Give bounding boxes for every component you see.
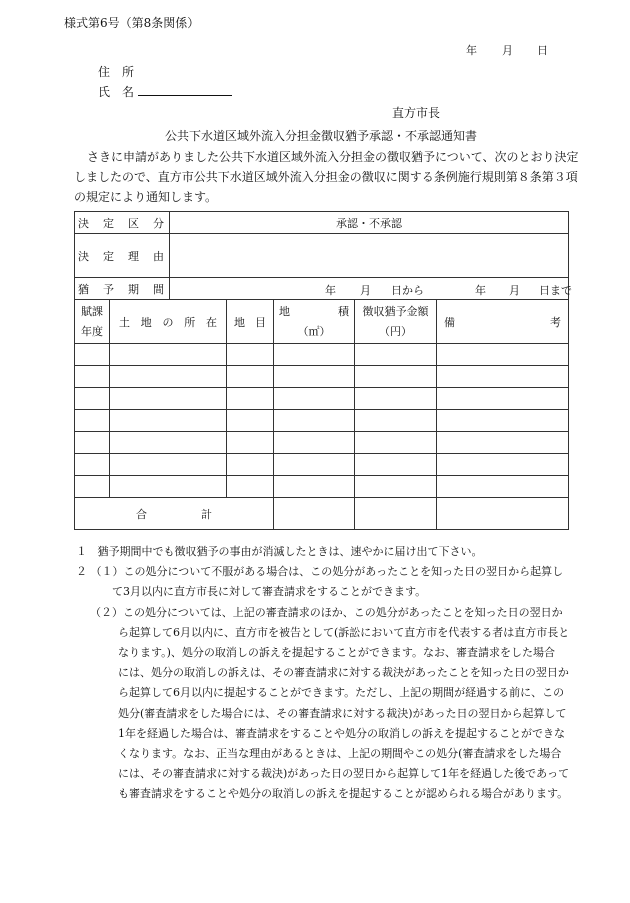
total-area bbox=[274, 498, 355, 530]
table-row bbox=[75, 432, 569, 454]
col-area-label: 地 積 bbox=[279, 304, 349, 318]
note-2-1-line-a: この処分について不服がある場合は、この処分があったことを知った日の翌日から起算し bbox=[123, 565, 564, 579]
col-location-label: 土 地 の 所 在 bbox=[119, 315, 217, 329]
table-row bbox=[75, 410, 569, 432]
column-header-row bbox=[75, 300, 569, 344]
col-amount bbox=[355, 300, 437, 344]
reason-label-cell bbox=[75, 234, 170, 278]
total-remarks bbox=[437, 498, 569, 530]
note-1 bbox=[76, 542, 570, 562]
col-location bbox=[110, 300, 227, 344]
col-amount-label: 徴収猶予金額 bbox=[362, 304, 429, 318]
date-day-label: 日 bbox=[537, 44, 548, 57]
table-row bbox=[75, 454, 569, 476]
note-2-2-line-4: ら起算して6月以内に提起することができます。ただし、上記の期間が経過する前に、この bbox=[118, 686, 565, 700]
intro-line-3: の規定により通知します。 bbox=[74, 190, 218, 204]
decision-value: 承認・不承認 bbox=[170, 212, 569, 234]
col-fiscal-year bbox=[75, 300, 110, 344]
date-year-label: 年 bbox=[466, 44, 477, 57]
col-amount-unit: （円） bbox=[379, 324, 412, 338]
name-label-text: 氏 名 bbox=[98, 85, 135, 99]
note-2-2 bbox=[76, 603, 570, 623]
period-to-month: 月 bbox=[509, 283, 520, 297]
note-2-2-line-7: くなります。なお、正当な理由があるときは、上記の期間やこの処分(審査請求をした場合 bbox=[118, 747, 562, 761]
note-1-number: １ bbox=[76, 545, 87, 558]
total-label-cell bbox=[75, 498, 274, 530]
col-category bbox=[227, 300, 274, 344]
col-area bbox=[274, 300, 355, 344]
col-fiscal-year-1: 賦課 bbox=[81, 304, 103, 318]
note-2-2-line-2: なります。)、処分の取消しの訴えを提起することができます。なお、審査請求をした場合 bbox=[118, 646, 556, 660]
table-row bbox=[75, 344, 569, 366]
note-2-number: ２ bbox=[76, 565, 87, 579]
note-2-2-line-5: 処分(審査請求をした場合には、その審査請求に対する裁決)があった日の翌日から起算して bbox=[118, 706, 567, 720]
name-underline bbox=[138, 83, 232, 96]
date-month-label: 月 bbox=[502, 44, 513, 57]
name-label bbox=[98, 83, 232, 100]
reason-row bbox=[75, 234, 569, 278]
assessment-table bbox=[74, 211, 572, 530]
note-2-2-line-0: この処分については、上記の審査請求のほか、この処分があったことを知った日の翌日か bbox=[123, 605, 563, 619]
note-2-2-number: （２） bbox=[90, 605, 123, 619]
period-label: 猶 予 期 間 bbox=[78, 282, 164, 296]
address-label: 住 所 bbox=[98, 65, 135, 79]
period-from-year: 年 bbox=[325, 283, 336, 297]
note-2-2-line-1: ら起算して6月以内に、直方市を被告として(訴訟において直方市を代表する者は直方市長と bbox=[118, 625, 570, 639]
total-amount bbox=[355, 498, 437, 530]
reason-value bbox=[170, 234, 569, 278]
intro-line-2: しましたので、直方市公共下水道区域外流入分担金の徴収に関する条例施行規則第８条第３項 bbox=[74, 170, 578, 184]
note-2-2-line-8: には、その審査請求に対する裁決)があった日の翌日から起算して1年を経過した後であって bbox=[118, 767, 570, 781]
col-category-label: 地 目 bbox=[234, 315, 266, 329]
issuer: 直方市長 bbox=[392, 106, 441, 120]
intro-line-1: さきに申請がありました公共下水道区域外流入分担金の徴収猶予について、次のとおり決定 bbox=[87, 150, 579, 164]
table-row bbox=[75, 388, 569, 410]
period-from-day: 日から bbox=[391, 283, 424, 297]
notes bbox=[76, 542, 570, 805]
col-fiscal-year-2: 年度 bbox=[81, 324, 103, 338]
decision-row bbox=[75, 212, 569, 234]
decision-label-cell bbox=[75, 212, 170, 234]
period-label-cell bbox=[75, 278, 170, 300]
reason-label: 決 定 理 由 bbox=[78, 249, 164, 263]
col-remarks bbox=[437, 300, 569, 344]
period-to-year: 年 bbox=[475, 283, 486, 297]
note-2-1-cont: て3月以内に直方市長に対して審査請求をすることができます。 bbox=[112, 585, 427, 599]
note-1-text: 猶予期間中でも徴収猶予の事由が消滅したときは、速やかに届け出て下さい。 bbox=[97, 545, 483, 558]
note-2-1-number: （１） bbox=[90, 565, 124, 579]
table-row bbox=[75, 366, 569, 388]
period-value bbox=[170, 278, 572, 300]
col-remarks-label: 備 考 bbox=[444, 315, 562, 329]
total-label: 合 計 bbox=[136, 507, 212, 521]
period-row bbox=[75, 278, 569, 300]
period-from-month: 月 bbox=[360, 283, 371, 297]
note-2-2-line-3: には、処分の取消しの訴えは、その審査請求に対する裁決があったことを知った日の翌日か bbox=[118, 666, 569, 680]
note-2-2-line-6: 1年を経過した場合は、審査請求をすることや処分の取消しの訴えを提起することができな bbox=[118, 726, 565, 740]
total-row bbox=[75, 498, 569, 530]
note-2-2-line-9: も審査請求をすることや処分の取消しの訴えを提起することが認められる場合があります。 bbox=[118, 787, 569, 801]
document-title: 公共下水道区域外流入分担金徴収猶予承認・不承認通知書 bbox=[165, 129, 478, 143]
decision-label: 決 定 区 分 bbox=[78, 216, 164, 230]
table-row bbox=[75, 476, 569, 498]
note-2-1 bbox=[76, 562, 570, 582]
form-number: 様式第6号（第8条関係） bbox=[64, 16, 200, 30]
col-area-unit: （㎡） bbox=[297, 324, 331, 338]
period-to-day: 日まで bbox=[539, 283, 572, 297]
